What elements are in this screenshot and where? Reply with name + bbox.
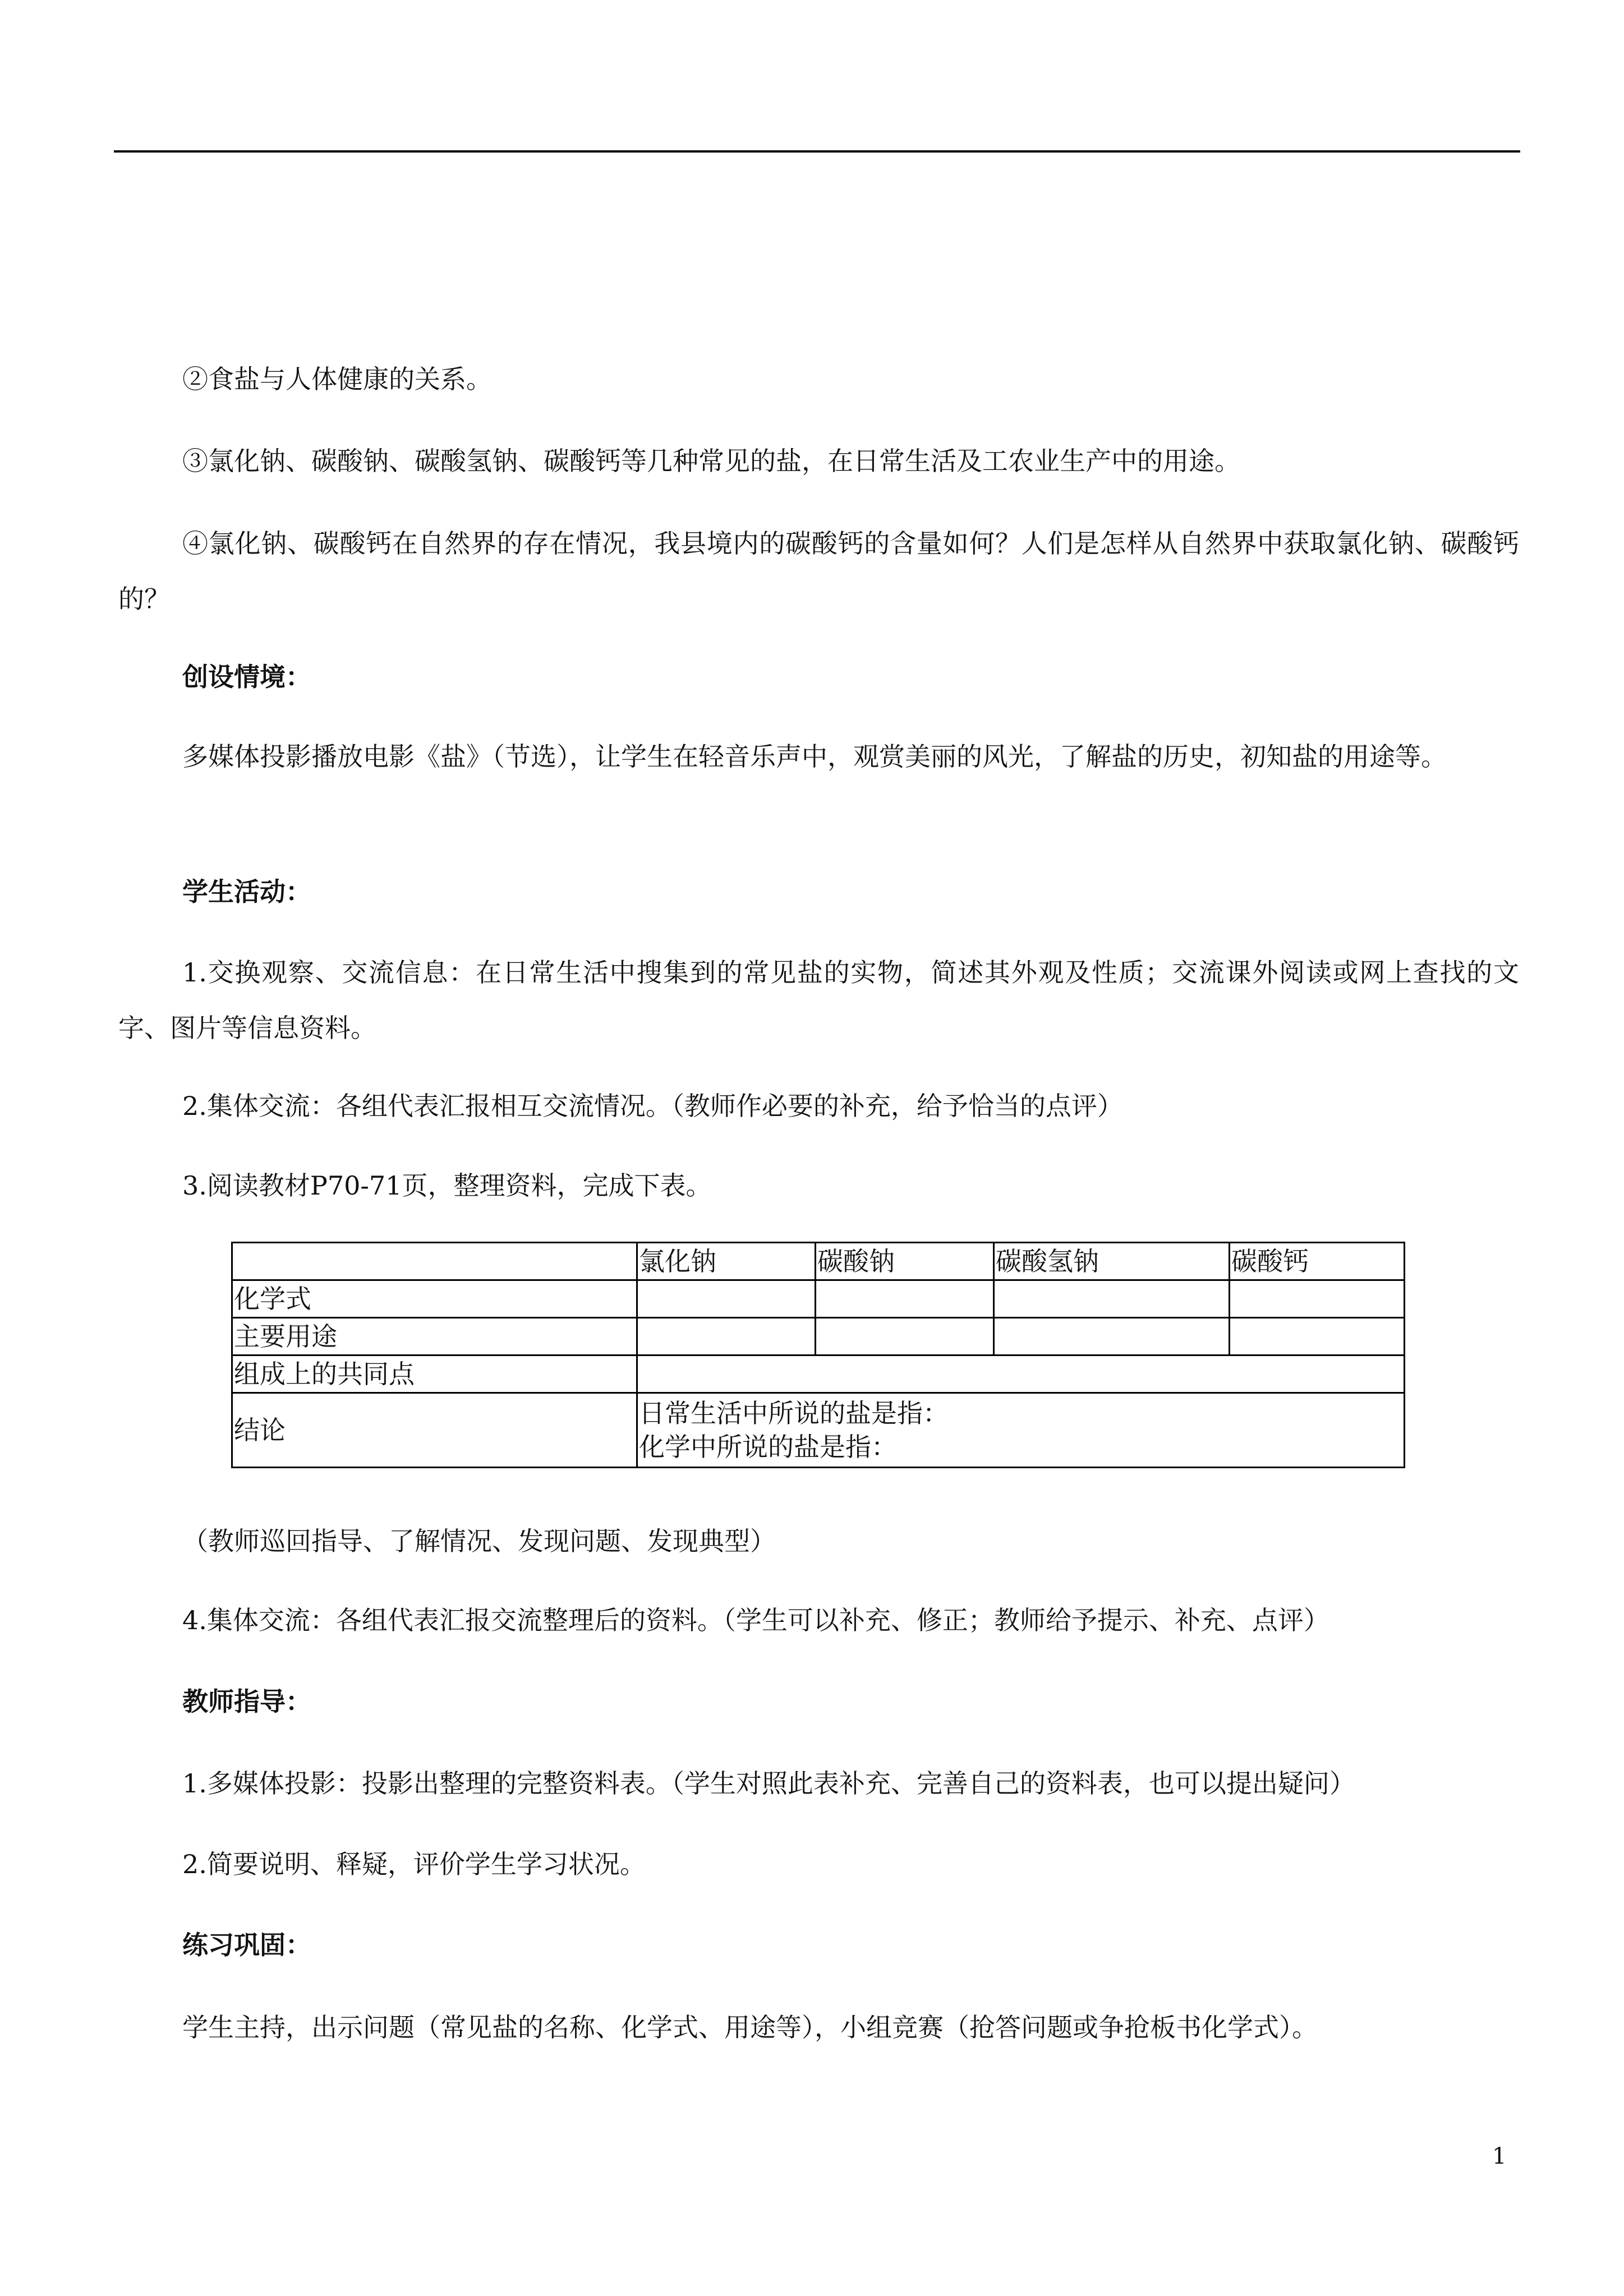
heading-student-activity: 学生活动： — [182, 877, 311, 907]
table-row — [232, 1393, 1405, 1468]
heading-practice: 练习巩固： — [182, 1930, 311, 1960]
conclusion-daily-life: 日常生活中所说的盐是指： — [639, 1398, 949, 1428]
table-cell — [816, 1318, 994, 1356]
table-cell — [1230, 1318, 1405, 1356]
table-header-cell: 碳酸钙 — [1230, 1243, 1405, 1280]
conclusion-chemistry: 化学中所说的盐是指： — [639, 1432, 897, 1462]
table-header-cell: 碳酸钠 — [816, 1243, 994, 1280]
table-row — [232, 1280, 1405, 1318]
table-row-label: 化学式 — [232, 1280, 637, 1318]
heading-teacher-guidance: 教师指导： — [182, 1686, 311, 1717]
table-row-label: 主要用途 — [232, 1318, 637, 1356]
paragraph-activity-3: 3.阅读教材P70-71页，整理资料，完成下表。 — [182, 1170, 712, 1201]
table-cell — [637, 1280, 816, 1318]
table-row — [232, 1318, 1405, 1356]
paragraph-guidance-2: 2.简要说明、释疑，评价学生学习状况。 — [182, 1849, 646, 1879]
heading-create-scenario: 创设情境： — [182, 662, 311, 692]
table-cell — [637, 1356, 1405, 1393]
table-row-label: 结论 — [232, 1393, 637, 1468]
table-cell-conclusion — [637, 1393, 1405, 1468]
table-header-cell — [232, 1243, 637, 1280]
paragraph-activity-4: 4.集体交流：各组代表汇报交流整理后的资料。（学生可以补充、修正；教师给予提示、补充、点评） — [182, 1605, 1329, 1635]
table-header-cell: 氯化钠 — [637, 1243, 816, 1280]
paragraph-multimedia-film: 多媒体投影播放电影《盐》（节选），让学生在轻音乐声中，观赏美丽的风光，了解盐的历史，初知盐的用途等。 — [182, 741, 1447, 772]
table-cell — [994, 1280, 1230, 1318]
paragraph-activity-2: 2.集体交流：各组代表汇报相互交流情况。（教师作必要的补充，给予恰当的点评） — [182, 1091, 1123, 1121]
header-rule — [114, 150, 1520, 153]
page-number: 1 — [1492, 2143, 1507, 2169]
table-cell — [1230, 1280, 1405, 1318]
table-cell — [637, 1318, 816, 1356]
table-header-cell: 碳酸氢钠 — [994, 1243, 1230, 1280]
table-row — [232, 1356, 1405, 1393]
table-header-row — [232, 1243, 1405, 1280]
paragraph-practice: 学生主持，出示问题（常见盐的名称、化学式、用途等），小组竞赛（抢答问题或争抢板书化学式）。 — [182, 2012, 1318, 2043]
paragraph-salt-health: ②食盐与人体健康的关系。 — [182, 364, 492, 394]
salt-data-table — [231, 1242, 1405, 1468]
paragraph-salt-nature: ④氯化钠、碳酸钙在自然界的存在情况，我县境内的碳酸钙的含量如何？人们是怎样从自然界中获取氯化钠、碳酸钙的？ — [118, 528, 1519, 614]
table-cell — [994, 1318, 1230, 1356]
paragraph-teacher-note: （教师巡回指导、了解情况、发现问题、发现典型） — [182, 1526, 776, 1556]
paragraph-activity-1: 1.交换观察、交流信息：在日常生活中搜集到的常见盐的实物，简述其外观及性质；交流课外阅读或网上查找的文字、图片等信息资料。 — [118, 957, 1519, 1043]
table-cell — [816, 1280, 994, 1318]
paragraph-guidance-1: 1.多媒体投影：投影出整理的完整资料表。（学生对照此表补充、完善自己的资料表，也可以提出疑问） — [182, 1768, 1355, 1799]
paragraph-salt-uses: ③氯化钠、碳酸钠、碳酸氢钠、碳酸钙等几种常见的盐，在日常生活及工农业生产中的用途。 — [182, 446, 1240, 476]
table-row-label: 组成上的共同点 — [232, 1356, 637, 1393]
